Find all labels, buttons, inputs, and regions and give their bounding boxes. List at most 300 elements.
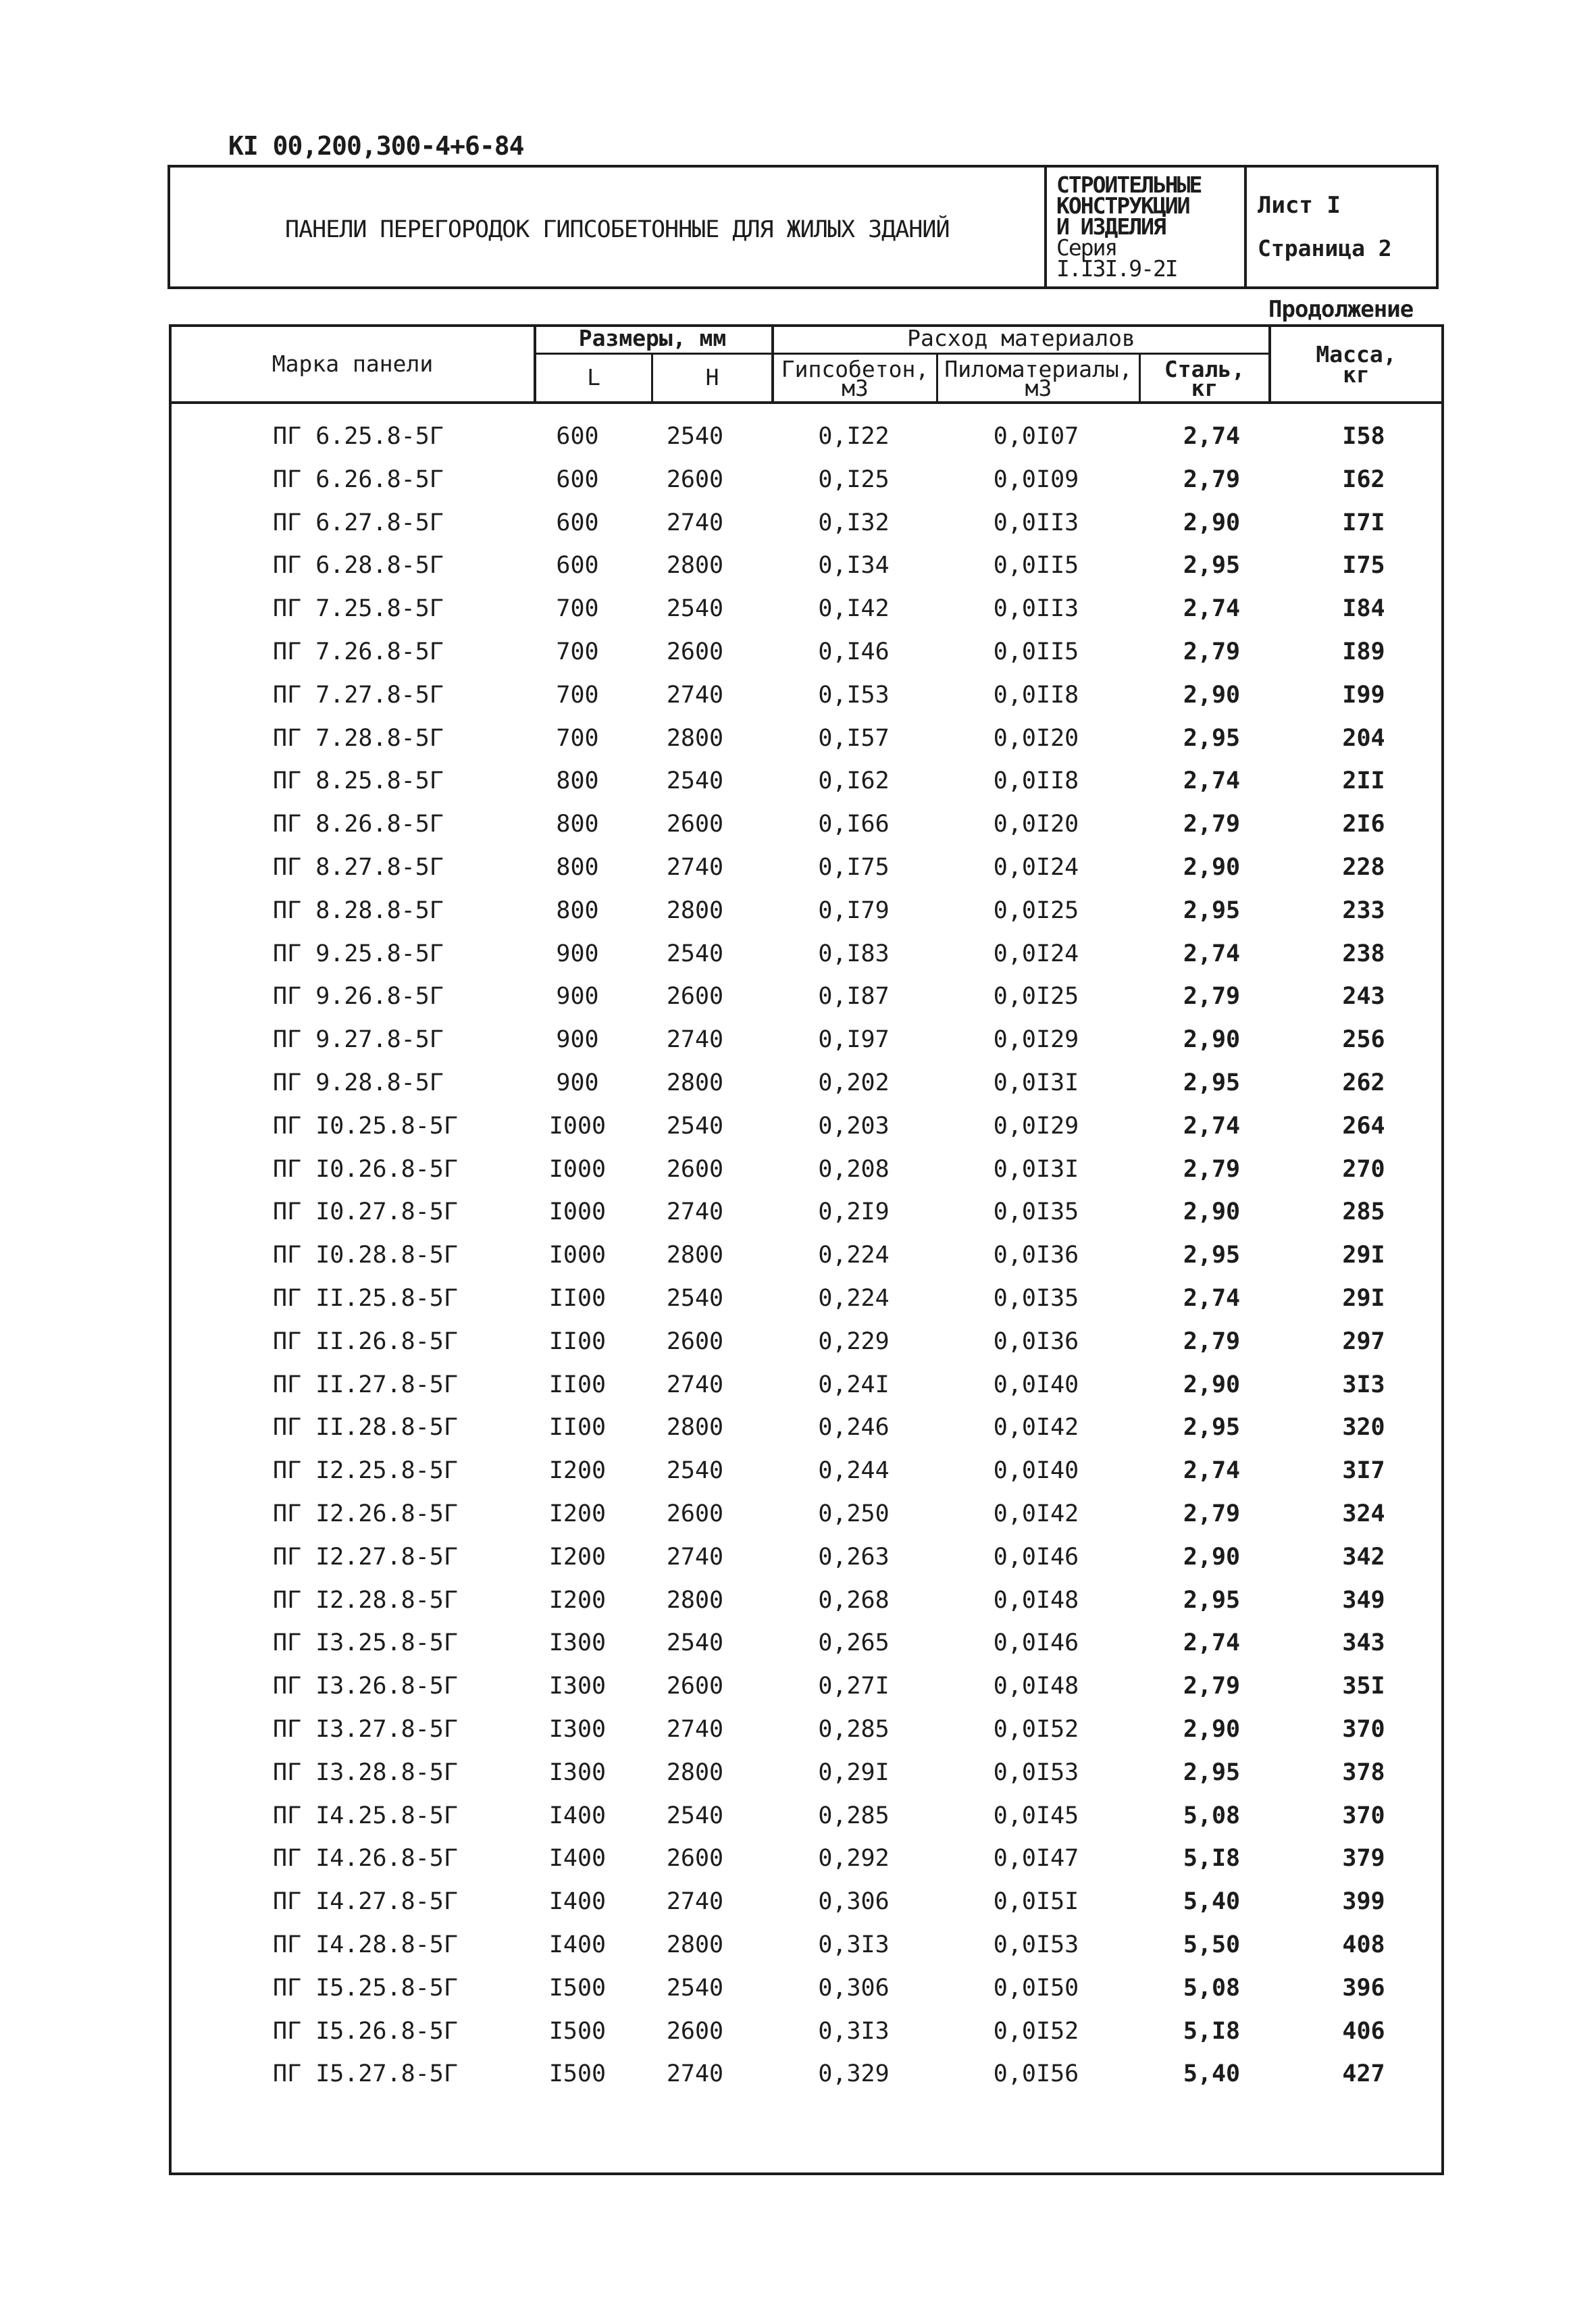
length-value: I300 [548, 1673, 607, 1700]
column-header-steel: Сталь, [1164, 356, 1245, 382]
table-row [172, 1538, 1441, 1579]
panel-mark: ПГ 6.26.8-5Г [273, 465, 444, 493]
document-code: КI 00,200,300-4+6-84 [228, 131, 524, 161]
panel-mass: 378 [1342, 1758, 1385, 1786]
height-value: 2540 [666, 595, 724, 623]
height-value: 2740 [666, 509, 724, 536]
gypsum-volume: 0,I87 [818, 983, 890, 1011]
gypsum-volume: 0,I62 [818, 767, 890, 795]
steel-mass: 2,95 [1183, 724, 1241, 752]
length-value: I300 [548, 1758, 607, 1786]
gypsum-volume: 0,208 [818, 1155, 890, 1183]
steel-mass: 5,08 [1183, 1974, 1241, 2002]
length-value: II00 [548, 1371, 607, 1398]
steel-mass: 2,95 [1183, 1758, 1241, 1786]
height-value: 2740 [666, 681, 724, 709]
column-header-mass: Масса, [1316, 341, 1397, 367]
height-value: 2600 [666, 1327, 724, 1355]
panel-mark: ПГ I5.25.8-5Г [273, 1974, 458, 2002]
series-number: I.I3I.9-2I [1056, 255, 1177, 282]
gypsum-volume: 0,I42 [818, 595, 890, 623]
panel-mark: ПГ I3.27.8-5Г [273, 1716, 458, 1743]
steel-mass: 2,90 [1183, 854, 1241, 881]
gypsum-volume: 0,202 [818, 1069, 890, 1096]
height-value: 2800 [666, 1069, 724, 1096]
lumber-volume: 0,0I20 [993, 724, 1079, 752]
column-header-mass-unit: кг [1343, 361, 1370, 388]
length-value: 800 [556, 896, 599, 924]
table-row [172, 1150, 1441, 1191]
gypsum-volume: 0,229 [818, 1327, 890, 1355]
panel-mass: I89 [1342, 638, 1385, 665]
height-value: 2600 [666, 2017, 724, 2045]
gypsum-volume: 0,265 [818, 1629, 890, 1657]
panel-mark: ПГ 8.25.8-5Г [273, 767, 444, 795]
length-value: 700 [556, 724, 599, 752]
height-value: 2540 [666, 1285, 724, 1312]
lumber-volume: 0,0I24 [993, 854, 1079, 881]
height-value: 2600 [666, 638, 724, 665]
lumber-volume: 0,0II3 [993, 595, 1079, 623]
panel-mass: 396 [1342, 1974, 1385, 2002]
table-row [172, 1710, 1441, 1751]
panel-mark: ПГ II.27.8-5Г [273, 1371, 458, 1398]
panel-mass: 399 [1342, 1888, 1385, 1916]
lumber-volume: 0,0II5 [993, 638, 1079, 665]
steel-mass: 2,74 [1183, 940, 1241, 967]
table-row [172, 1064, 1441, 1104]
length-value: I300 [548, 1629, 607, 1657]
lumber-volume: 0,0I53 [993, 1758, 1079, 1786]
height-value: 2800 [666, 552, 724, 580]
length-value: I500 [548, 2060, 607, 2088]
height-value: 2540 [666, 940, 724, 967]
length-value: 600 [556, 552, 599, 580]
panel-mark: ПГ I0.26.8-5Г [273, 1155, 458, 1183]
height-value: 2600 [666, 1500, 724, 1527]
panel-mass: I62 [1342, 465, 1385, 493]
height-value: 2540 [666, 1112, 724, 1140]
table-row [172, 977, 1441, 1018]
gypsum-volume: 0,I97 [818, 1026, 890, 1054]
panel-mark: ПГ I0.27.8-5Г [273, 1198, 458, 1226]
panel-mass: 427 [1342, 2060, 1385, 2088]
steel-mass: 2,74 [1183, 1457, 1241, 1485]
panel-mark: ПГ 6.28.8-5Г [273, 552, 444, 580]
steel-mass: 2,74 [1183, 1629, 1241, 1657]
column-header-lumber: Пиломатериалы, [944, 356, 1133, 382]
length-value: I400 [548, 1888, 607, 1916]
gypsum-volume: 0,246 [818, 1414, 890, 1442]
length-value: 800 [556, 811, 599, 838]
lumber-volume: 0,0I42 [993, 1500, 1079, 1527]
table-row [172, 547, 1441, 587]
table-row [172, 1667, 1441, 1708]
length-value: I000 [548, 1242, 607, 1269]
panel-mark: ПГ I0.28.8-5Г [273, 1242, 458, 1269]
lumber-volume: 0,0I3I [993, 1069, 1079, 1096]
panel-mark: ПГ II.26.8-5Г [273, 1327, 458, 1355]
panel-mark: ПГ 6.25.8-5Г [273, 423, 444, 450]
panel-mass: 3I7 [1342, 1457, 1385, 1485]
table-row [172, 1021, 1441, 1061]
lumber-volume: 0,0I40 [993, 1457, 1079, 1485]
steel-mass: 5,08 [1183, 1802, 1241, 1829]
length-value: I000 [548, 1155, 607, 1183]
height-value: 2540 [666, 767, 724, 795]
length-value: I200 [548, 1457, 607, 1485]
length-value: 700 [556, 595, 599, 623]
table-row [172, 762, 1441, 803]
gypsum-volume: 0,I53 [818, 681, 890, 709]
panel-mass: 406 [1342, 2017, 1385, 2045]
panel-mark: ПГ II.25.8-5Г [273, 1285, 458, 1312]
gypsum-volume: 0,306 [818, 1974, 890, 2002]
table-row [172, 461, 1441, 501]
table-row [172, 848, 1441, 889]
panel-mass: 349 [1342, 1586, 1385, 1614]
height-value: 2800 [666, 1931, 724, 1958]
steel-mass: 2,95 [1183, 552, 1241, 580]
table-row [172, 935, 1441, 975]
gypsum-volume: 0,29I [818, 1758, 890, 1786]
gypsum-volume: 0,I83 [818, 940, 890, 967]
lumber-volume: 0,0I48 [993, 1673, 1079, 1700]
gypsum-volume: 0,2I9 [818, 1198, 890, 1226]
steel-mass: 2,79 [1183, 1327, 1241, 1355]
table-row [172, 590, 1441, 630]
table-row [172, 1581, 1441, 1622]
panel-mark: ПГ I2.25.8-5Г [273, 1457, 458, 1485]
steel-mass: 2,90 [1183, 1026, 1241, 1054]
panel-mark: ПГ I4.26.8-5Г [273, 1845, 458, 1873]
height-value: 2540 [666, 1457, 724, 1485]
lumber-volume: 0,0II8 [993, 681, 1079, 709]
table-row [172, 1323, 1441, 1363]
length-value: II00 [548, 1414, 607, 1442]
lumber-volume: 0,0II5 [993, 552, 1079, 580]
panel-mass: 204 [1342, 724, 1385, 752]
height-value: 2740 [666, 2060, 724, 2088]
steel-mass: 2,95 [1183, 896, 1241, 924]
table-grid-line [172, 401, 1441, 404]
lumber-volume: 0,0I25 [993, 896, 1079, 924]
gypsum-volume: 0,I66 [818, 811, 890, 838]
lumber-volume: 0,0I40 [993, 1371, 1079, 1398]
table-row [172, 805, 1441, 846]
gypsum-volume: 0,I46 [818, 638, 890, 665]
panel-mass: I58 [1342, 423, 1385, 450]
steel-mass: 5,I8 [1183, 1845, 1241, 1873]
steel-mass: 2,79 [1183, 465, 1241, 493]
steel-mass: 2,90 [1183, 1198, 1241, 1226]
panel-mass: 408 [1342, 1931, 1385, 1958]
table-row [172, 1279, 1441, 1320]
gypsum-volume: 0,268 [818, 1586, 890, 1614]
steel-mass: 5,40 [1183, 1888, 1241, 1916]
height-value: 2600 [666, 1845, 724, 1873]
steel-mass: 2,79 [1183, 1500, 1241, 1527]
panel-mass: I75 [1342, 552, 1385, 580]
panel-mass: 2II [1342, 767, 1385, 795]
gypsum-volume: 0,I57 [818, 724, 890, 752]
panel-mark: ПГ 6.27.8-5Г [273, 509, 444, 536]
gypsum-volume: 0,244 [818, 1457, 890, 1485]
length-value: II00 [548, 1285, 607, 1312]
height-value: 2540 [666, 423, 724, 450]
panel-mass: 379 [1342, 1845, 1385, 1873]
table-row [172, 676, 1441, 717]
length-value: 900 [556, 940, 599, 967]
lumber-volume: 0,0I52 [993, 1716, 1079, 1743]
steel-mass: 2,74 [1183, 767, 1241, 795]
title-block [168, 165, 1439, 289]
height-value: 2600 [666, 465, 724, 493]
length-value: 900 [556, 1069, 599, 1096]
steel-mass: 2,79 [1183, 811, 1241, 838]
height-value: 2740 [666, 854, 724, 881]
steel-mass: 2,74 [1183, 595, 1241, 623]
length-value: I000 [548, 1112, 607, 1140]
height-value: 2600 [666, 1155, 724, 1183]
panel-mass: 243 [1342, 983, 1385, 1011]
panel-mass: 324 [1342, 1500, 1385, 1527]
steel-mass: 2,74 [1183, 423, 1241, 450]
gypsum-volume: 0,203 [818, 1112, 890, 1140]
lumber-volume: 0,0I5I [993, 1888, 1079, 1916]
column-header-lumber-unit: м3 [1025, 375, 1052, 401]
series-block [1056, 172, 1259, 282]
panel-mark: ПГ 7.25.8-5Г [273, 595, 444, 623]
panel-mass: 256 [1342, 1026, 1385, 1054]
table-row [172, 1107, 1441, 1148]
gypsum-volume: 0,I32 [818, 509, 890, 536]
table-row [172, 1452, 1441, 1492]
lumber-volume: 0,0I42 [993, 1414, 1079, 1442]
table-row [172, 1926, 1441, 1966]
table-row [172, 1624, 1441, 1664]
lumber-volume: 0,0II3 [993, 509, 1079, 536]
lumber-volume: 0,0I07 [993, 423, 1079, 450]
lumber-volume: 0,0I45 [993, 1802, 1079, 1829]
panel-mark: ПГ 8.28.8-5Г [273, 896, 444, 924]
height-value: 2740 [666, 1198, 724, 1226]
gypsum-volume: 0,329 [818, 2060, 890, 2088]
height-value: 2740 [666, 1543, 724, 1571]
lumber-volume: 0,0I46 [993, 1629, 1079, 1657]
panel-mass: 343 [1342, 1629, 1385, 1657]
gypsum-volume: 0,3I3 [818, 1931, 890, 1958]
lumber-volume: 0,0II8 [993, 767, 1079, 795]
panel-mass: 228 [1342, 854, 1385, 881]
height-value: 2800 [666, 1242, 724, 1269]
panel-mark: ПГ I3.26.8-5Г [273, 1673, 458, 1700]
panel-mass: 370 [1342, 1716, 1385, 1743]
panel-mark: ПГ I2.26.8-5Г [273, 1500, 458, 1527]
panel-mark: ПГ I5.26.8-5Г [273, 2017, 458, 2045]
panel-mark: ПГ I4.25.8-5Г [273, 1802, 458, 1829]
lumber-volume: 0,0I36 [993, 1327, 1079, 1355]
panel-mark: ПГ I2.27.8-5Г [273, 1543, 458, 1571]
gypsum-volume: 0,292 [818, 1845, 890, 1873]
steel-mass: 5,I8 [1183, 2017, 1241, 2045]
height-value: 2740 [666, 1371, 724, 1398]
column-header-gypsum-unit: м3 [842, 375, 869, 401]
panel-mark: ПГ 9.26.8-5Г [273, 983, 444, 1011]
height-value: 2740 [666, 1888, 724, 1916]
length-value: I400 [548, 1802, 607, 1829]
table-row [172, 1839, 1441, 1880]
lumber-volume: 0,0I56 [993, 2060, 1079, 2088]
gypsum-volume: 0,285 [818, 1802, 890, 1829]
series-line: КОНСТРУКЦИИ [1056, 193, 1189, 219]
height-value: 2600 [666, 811, 724, 838]
table-row [172, 719, 1441, 760]
panel-mark: ПГ I3.25.8-5Г [273, 1629, 458, 1657]
gypsum-volume: 0,I25 [818, 465, 890, 493]
length-value: I300 [548, 1716, 607, 1743]
table-row [172, 1969, 1441, 2010]
panel-mark: ПГ 8.27.8-5Г [273, 854, 444, 881]
panel-mass: 370 [1342, 1802, 1385, 1829]
gypsum-volume: 0,263 [818, 1543, 890, 1571]
lumber-volume: 0,0I35 [993, 1198, 1079, 1226]
steel-mass: 2,74 [1183, 1285, 1241, 1312]
panel-mark: ПГ I4.28.8-5Г [273, 1931, 458, 1958]
lumber-volume: 0,0I47 [993, 1845, 1079, 1873]
panel-mass: I99 [1342, 681, 1385, 709]
height-value: 2800 [666, 1758, 724, 1786]
length-value: I500 [548, 1974, 607, 2002]
steel-mass: 2,95 [1183, 1242, 1241, 1269]
table-row [172, 892, 1441, 932]
panel-mark: ПГ I2.28.8-5Г [273, 1586, 458, 1614]
gypsum-volume: 0,250 [818, 1500, 890, 1527]
gypsum-volume: 0,3I3 [818, 2017, 890, 2045]
panel-mass: 3I3 [1342, 1371, 1385, 1398]
gypsum-volume: 0,I79 [818, 896, 890, 924]
panel-mass: 2I6 [1342, 811, 1385, 838]
document-title: ПАНЕЛИ ПЕРЕГОРОДОК ГИПСОБЕТОННЫЕ ДЛЯ ЖИЛЫХ ЗДАНИЙ [285, 216, 950, 243]
steel-mass: 2,74 [1183, 1112, 1241, 1140]
table-row [172, 633, 1441, 673]
steel-mass: 5,50 [1183, 1931, 1241, 1958]
length-value: I400 [548, 1845, 607, 1873]
series-line: Серия [1056, 234, 1117, 261]
panel-mass: 297 [1342, 1327, 1385, 1355]
table-row [172, 504, 1441, 544]
lumber-volume: 0,0I09 [993, 465, 1079, 493]
column-header-sizes: Размеры, мм [578, 325, 727, 351]
gypsum-volume: 0,27I [818, 1673, 890, 1700]
steel-mass: 2,90 [1183, 1543, 1241, 1571]
steel-mass: 2,90 [1183, 681, 1241, 709]
column-header-gypsum: Гипсобетон, [781, 356, 929, 382]
length-value: 800 [556, 767, 599, 795]
panel-mark: ПГ 9.27.8-5Г [273, 1026, 444, 1054]
gypsum-volume: 0,I22 [818, 423, 890, 450]
height-value: 2600 [666, 1673, 724, 1700]
panel-mark: ПГ 9.25.8-5Г [273, 940, 444, 967]
page-number: Страница 2 [1258, 235, 1392, 261]
title-block-divider [1044, 168, 1047, 286]
steel-mass: 5,40 [1183, 2060, 1241, 2088]
panel-mark: ПГ 7.26.8-5Г [273, 638, 444, 665]
length-value: I200 [548, 1586, 607, 1614]
lumber-volume: 0,0I20 [993, 811, 1079, 838]
length-value: 700 [556, 681, 599, 709]
steel-mass: 2,95 [1183, 1414, 1241, 1442]
lumber-volume: 0,0I48 [993, 1586, 1079, 1614]
steel-mass: 2,95 [1183, 1069, 1241, 1096]
height-value: 2800 [666, 1414, 724, 1442]
table-row [172, 2055, 1441, 2095]
length-value: 900 [556, 983, 599, 1011]
length-value: II00 [548, 1327, 607, 1355]
table-row [172, 1797, 1441, 1837]
height-value: 2740 [666, 1716, 724, 1743]
panel-mass: 35I [1342, 1673, 1385, 1700]
panel-table [169, 324, 1444, 2175]
panel-mass: 238 [1342, 940, 1385, 967]
lumber-volume: 0,0I25 [993, 983, 1079, 1011]
gypsum-volume: 0,224 [818, 1285, 890, 1312]
lumber-volume: 0,0I36 [993, 1242, 1079, 1269]
steel-mass: 2,79 [1183, 983, 1241, 1011]
steel-mass: 2,95 [1183, 1586, 1241, 1614]
height-value: 2540 [666, 1974, 724, 2002]
column-header-H: H [705, 364, 719, 390]
gypsum-volume: 0,I75 [818, 854, 890, 881]
table-row [172, 2012, 1441, 2053]
lumber-volume: 0,0I24 [993, 940, 1079, 967]
length-value: I500 [548, 2017, 607, 2045]
panel-mark: ПГ I4.27.8-5Г [273, 1888, 458, 1916]
lumber-volume: 0,0I29 [993, 1026, 1079, 1054]
panel-mass: 29I [1342, 1242, 1385, 1269]
length-value: 600 [556, 423, 599, 450]
gypsum-volume: 0,306 [818, 1888, 890, 1916]
sheet-number: Лист I [1258, 192, 1341, 219]
column-header-materials: Расход материалов [907, 325, 1135, 351]
panel-mark: ПГ 8.26.8-5Г [273, 811, 444, 838]
panel-mass: I7I [1342, 509, 1385, 536]
column-header-L: L [587, 364, 600, 390]
table-row [172, 1754, 1441, 1794]
panel-mass: 262 [1342, 1069, 1385, 1096]
lumber-volume: 0,0I53 [993, 1931, 1079, 1958]
lumber-volume: 0,0I50 [993, 1974, 1079, 2002]
lumber-volume: 0,0I3I [993, 1155, 1079, 1183]
table-row [172, 1883, 1441, 1923]
panel-mass: 285 [1342, 1198, 1385, 1226]
steel-mass: 2,79 [1183, 1155, 1241, 1183]
height-value: 2800 [666, 896, 724, 924]
lumber-volume: 0,0I52 [993, 2017, 1079, 2045]
series-line: И ИЗДЕЛИЯ [1056, 213, 1165, 240]
title-block-divider [1244, 168, 1247, 286]
panel-mass: 320 [1342, 1414, 1385, 1442]
gypsum-volume: 0,24I [818, 1371, 890, 1398]
height-value: 2740 [666, 1026, 724, 1054]
steel-mass: 2,79 [1183, 1673, 1241, 1700]
steel-mass: 2,90 [1183, 1716, 1241, 1743]
steel-mass: 2,79 [1183, 638, 1241, 665]
table-grid-line [534, 353, 1268, 355]
table-row [172, 1236, 1441, 1277]
panel-mark: ПГ 7.28.8-5Г [273, 724, 444, 752]
lumber-volume: 0,0I46 [993, 1543, 1079, 1571]
